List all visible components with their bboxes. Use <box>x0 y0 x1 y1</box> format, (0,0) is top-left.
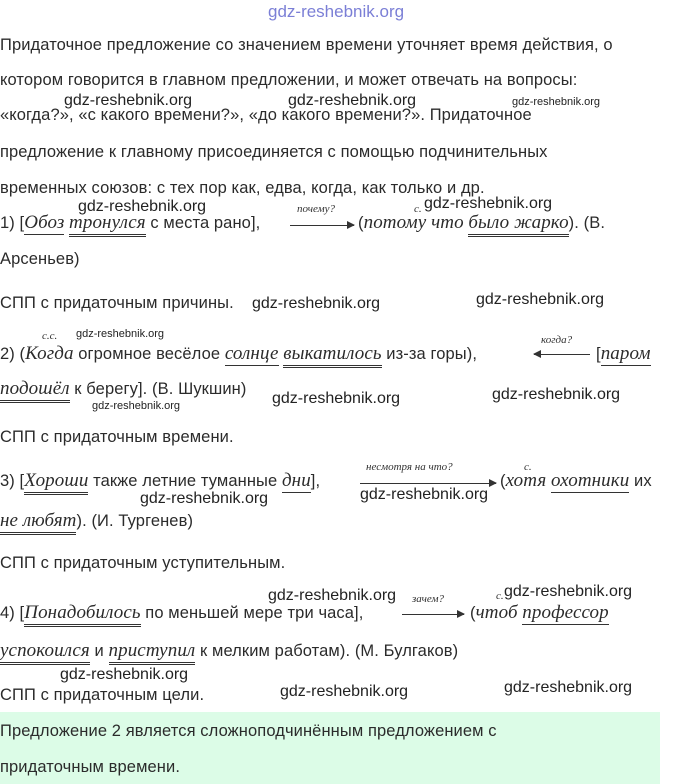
answer-line-1: Предложение 2 является сложноподчинённым предложением с <box>0 722 497 740</box>
union-mark: с. <box>496 590 504 602</box>
question-arrow <box>360 483 496 484</box>
verdict-4: СПП с придаточным цели. <box>0 686 205 704</box>
source: ). (И. Тургенев) <box>76 512 194 530</box>
predicate: Понадобилось <box>24 602 140 627</box>
open-bracket: [ <box>596 345 601 363</box>
predicate: выкатилось <box>283 343 381 368</box>
predicate: было жарко <box>468 212 568 237</box>
watermark: gdz-reshebnik.org <box>78 198 207 215</box>
intro-line-2: котором говорится в главном предложении, и может отвечать на вопросы: <box>0 71 578 89</box>
predicate: тронулся <box>69 212 146 237</box>
watermark: gdz-reshebnik.org <box>512 96 601 108</box>
intro-line-1: Придаточное предложение со значением времени уточняет время действия, о <box>0 36 613 54</box>
watermark: gdz-reshebnik.org <box>92 400 181 412</box>
question-label: когда? <box>541 334 573 346</box>
sentence-3 <box>0 470 320 492</box>
subject: паром <box>600 343 651 364</box>
source: к мелким работам). (М. Булгаков) <box>195 642 459 660</box>
clause-text: также летние туманные <box>88 472 282 490</box>
intro-line-3: «когда?», «с какого времени?», «до какого времени?». Придаточное <box>0 106 532 124</box>
watermark: gdz-reshebnik.org <box>476 291 605 308</box>
source-author: Арсеньев) <box>0 250 80 268</box>
sentence-number: 4) [ <box>0 604 25 622</box>
clause-text: по меньшей мере три часа], <box>140 604 364 622</box>
question-arrow <box>402 614 464 615</box>
subject: Обоз <box>24 212 65 233</box>
sentence-2-line-2 <box>0 378 246 400</box>
verdict-3: СПП с придаточным уступительным. <box>0 554 286 572</box>
question-arrow <box>290 225 354 226</box>
main-clause <box>596 343 651 365</box>
sentence-number: 2) ( <box>0 345 26 363</box>
close-bracket: ], <box>310 472 321 490</box>
sentence-2 <box>0 343 477 365</box>
watermark: gdz-reshebnik.org <box>64 92 193 109</box>
subject: профессор <box>522 602 609 623</box>
watermark: gdz-reshebnik.org <box>272 390 401 407</box>
open-paren: ( <box>500 472 506 490</box>
watermark: gdz-reshebnik.org <box>76 328 165 340</box>
sentence-4-line-2 <box>0 640 458 662</box>
watermark: gdz-reshebnik.org <box>268 587 397 604</box>
watermark: gdz-reshebnik.org <box>504 679 633 696</box>
watermark: gdz-reshebnik.org <box>504 583 633 600</box>
verdict-2: СПП с придаточным времени. <box>0 428 234 446</box>
clause-text: их <box>629 472 652 490</box>
conjunction: и <box>89 642 109 660</box>
verdict-1: СПП с придаточным причины. <box>0 294 234 312</box>
clause-rest: из-за горы), <box>381 345 478 363</box>
union: хотя <box>505 470 547 491</box>
predicate: успокоился <box>0 640 90 665</box>
intro-line-4: предложение к главному присоединяется с помощью подчинительных <box>0 143 548 161</box>
watermark: gdz-reshebnik.org <box>424 195 553 212</box>
watermark: gdz-reshebnik.org <box>360 486 489 503</box>
union-mark: с. <box>414 203 422 215</box>
union: чтоб <box>475 602 518 623</box>
union: Когда <box>25 343 74 364</box>
source-start: ). (В. <box>568 214 606 232</box>
watermark-top: gdz-reshebnik.org <box>268 2 405 21</box>
subject: охотники <box>550 470 630 491</box>
union-mark: с.с. <box>42 330 58 342</box>
answer-line-2: придаточным времени. <box>0 758 181 776</box>
watermark: gdz-reshebnik.org <box>252 295 381 312</box>
predicate: Хороши <box>24 470 88 495</box>
predicate: подошёл <box>0 378 70 403</box>
predicate: приступил <box>109 640 196 665</box>
watermark: gdz-reshebnik.org <box>60 666 189 683</box>
subordinate-clause <box>358 212 605 234</box>
watermark: gdz-reshebnik.org <box>140 490 269 507</box>
clause-text: огромное весёлое <box>73 345 225 363</box>
subject: солнце <box>224 343 279 364</box>
open-paren: ( <box>358 214 364 232</box>
open-paren: ( <box>470 604 476 622</box>
sentence-1 <box>0 212 260 234</box>
subordinate-clause <box>500 470 652 492</box>
intro-line-5: временных союзов: с тех пор как, едва, когда, как только и др. <box>0 179 485 197</box>
watermark: gdz-reshebnik.org <box>492 386 621 403</box>
source: к берегу]. (В. Шукшин) <box>69 380 247 398</box>
sentence-number: 3) [ <box>0 472 25 490</box>
sentence-4 <box>0 602 363 624</box>
sentence-number: 1) [ <box>0 214 25 232</box>
subject: дни <box>281 470 311 491</box>
question-arrow <box>534 354 590 355</box>
question-label: почему? <box>297 203 335 215</box>
watermark: gdz-reshebnik.org <box>280 683 409 700</box>
watermark: gdz-reshebnik.org <box>288 92 417 109</box>
union: потому что <box>363 212 464 233</box>
subordinate-clause <box>470 602 609 624</box>
predicate: не любят <box>0 510 76 535</box>
question-label: зачем? <box>412 593 445 605</box>
union-mark: с. <box>524 461 532 473</box>
sentence-3-line-2 <box>0 510 193 532</box>
main-clause-rest: с места рано], <box>145 214 261 232</box>
question-label: несмотря на что? <box>366 461 453 473</box>
